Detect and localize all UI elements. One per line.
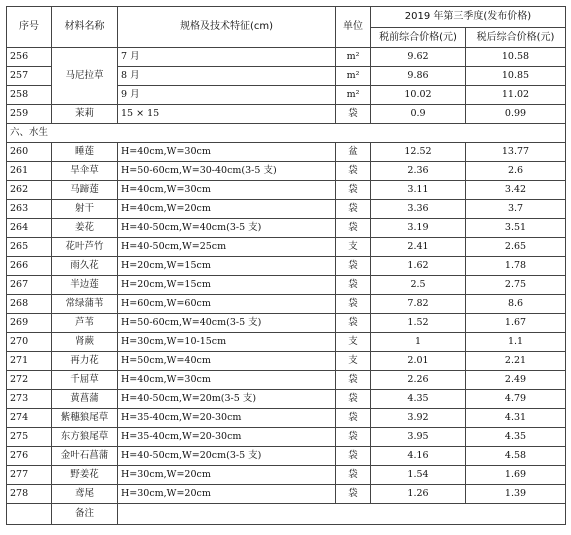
unit-cell: 盆: [336, 143, 371, 162]
spec-cell: 15 × 15: [118, 105, 336, 124]
post-tax-price: 8.6: [466, 295, 566, 314]
material-name: 马蹄莲: [52, 181, 118, 200]
note-blank: [7, 504, 52, 525]
material-name: 黄菖蒲: [52, 390, 118, 409]
material-name: 肾蕨: [52, 333, 118, 352]
pre-tax-price: 1.54: [371, 466, 466, 485]
spec-cell: 8 月: [118, 67, 336, 86]
table-row: [7, 485, 566, 504]
pre-tax-price: 2.36: [371, 162, 466, 181]
row-number: 274: [7, 409, 52, 428]
pre-tax-price: 2.5: [371, 276, 466, 295]
unit-cell: 袋: [336, 428, 371, 447]
post-tax-price: 2.75: [466, 276, 566, 295]
material-name: 再力花: [52, 352, 118, 371]
unit-cell: 袋: [336, 314, 371, 333]
material-name: 常绿蒲苇: [52, 295, 118, 314]
row-number: 264: [7, 219, 52, 238]
unit-cell: 支: [336, 238, 371, 257]
material-name: 金叶石菖蒲: [52, 447, 118, 466]
table-row: [7, 390, 566, 409]
post-tax-price: 1.1: [466, 333, 566, 352]
material-name: 千屈草: [52, 371, 118, 390]
post-tax-price: 1.78: [466, 257, 566, 276]
spec-cell: H=40cm,W=30cm: [118, 181, 336, 200]
unit-cell: 袋: [336, 485, 371, 504]
pre-tax-price: 2.26: [371, 371, 466, 390]
spec-cell: H=20cm,W=15cm: [118, 257, 336, 276]
material-name: 雨久花: [52, 257, 118, 276]
unit-cell: 袋: [336, 105, 371, 124]
pre-tax-price: 1: [371, 333, 466, 352]
post-tax-price: 13.77: [466, 143, 566, 162]
pre-tax-price: 9.62: [371, 48, 466, 67]
post-tax-price: 1.67: [466, 314, 566, 333]
pre-tax-price: 3.19: [371, 219, 466, 238]
table-row: [7, 238, 566, 257]
pre-tax-price: 3.92: [371, 409, 466, 428]
post-tax-price: 3.51: [466, 219, 566, 238]
section-title: 六、水生: [7, 124, 566, 143]
table-row: [7, 276, 566, 295]
material-name: 半边莲: [52, 276, 118, 295]
unit-cell: 袋: [336, 257, 371, 276]
spec-cell: H=40-50cm,W=25cm: [118, 238, 336, 257]
unit-cell: 袋: [336, 371, 371, 390]
row-number: 257: [7, 67, 52, 86]
note-row: [7, 504, 566, 525]
unit-cell: 袋: [336, 409, 371, 428]
post-tax-price: 3.42: [466, 181, 566, 200]
spec-cell: H=20cm,W=15cm: [118, 276, 336, 295]
spec-cell: 7 月: [118, 48, 336, 67]
row-number: 267: [7, 276, 52, 295]
material-name: 射干: [52, 200, 118, 219]
header-unit: 单位: [336, 7, 371, 48]
pre-tax-price: 7.82: [371, 295, 466, 314]
spec-cell: H=40-50cm,W=20m(3-5 支): [118, 390, 336, 409]
table-row: [7, 447, 566, 466]
post-tax-price: 2.49: [466, 371, 566, 390]
unit-cell: m²: [336, 86, 371, 105]
row-number: 265: [7, 238, 52, 257]
unit-cell: 支: [336, 333, 371, 352]
unit-cell: 支: [336, 352, 371, 371]
spec-cell: H=40cm,W=30cm: [118, 143, 336, 162]
table-row: [7, 219, 566, 238]
post-tax-price: 4.79: [466, 390, 566, 409]
material-name: 姜花: [52, 219, 118, 238]
post-tax-price: 0.99: [466, 105, 566, 124]
pre-tax-price: 4.35: [371, 390, 466, 409]
spec-cell: H=40cm,W=30cm: [118, 371, 336, 390]
row-number: 278: [7, 485, 52, 504]
table-row: [7, 466, 566, 485]
table-row: [7, 48, 566, 67]
price-table: [6, 6, 566, 525]
table-row: [7, 143, 566, 162]
row-number: 269: [7, 314, 52, 333]
pre-tax-price: 9.86: [371, 67, 466, 86]
pre-tax-price: 3.36: [371, 200, 466, 219]
spec-cell: H=30cm,W=10-15cm: [118, 333, 336, 352]
pre-tax-price: 3.95: [371, 428, 466, 447]
pre-tax-price: 3.11: [371, 181, 466, 200]
row-number: 276: [7, 447, 52, 466]
spec-cell: H=50-60cm,W=40cm(3-5 支): [118, 314, 336, 333]
unit-cell: 袋: [336, 447, 371, 466]
post-tax-price: 4.31: [466, 409, 566, 428]
table-row: [7, 200, 566, 219]
unit-cell: 袋: [336, 295, 371, 314]
table-row: [7, 295, 566, 314]
spec-cell: H=40-50cm,W=20cm(3-5 支): [118, 447, 336, 466]
row-number: 266: [7, 257, 52, 276]
row-number: 272: [7, 371, 52, 390]
material-name: 东方狼尾草: [52, 428, 118, 447]
spec-cell: 9 月: [118, 86, 336, 105]
table-row: [7, 162, 566, 181]
post-tax-price: 10.85: [466, 67, 566, 86]
spec-cell: H=35-40cm,W=20-30cm: [118, 409, 336, 428]
note-label: 备注: [52, 504, 118, 525]
unit-cell: 袋: [336, 181, 371, 200]
row-number: 270: [7, 333, 52, 352]
spec-cell: H=40cm,W=20cm: [118, 200, 336, 219]
pre-tax-price: 1.52: [371, 314, 466, 333]
row-number: 277: [7, 466, 52, 485]
post-tax-price: 11.02: [466, 86, 566, 105]
pre-tax-price: 2.01: [371, 352, 466, 371]
table-row: [7, 314, 566, 333]
row-number: 259: [7, 105, 52, 124]
material-name: 马尼拉草: [52, 48, 118, 105]
post-tax-price: 1.69: [466, 466, 566, 485]
post-tax-price: 1.39: [466, 485, 566, 504]
pre-tax-price: 10.02: [371, 86, 466, 105]
spec-cell: H=40-50cm,W=40cm(3-5 支): [118, 219, 336, 238]
unit-cell: m²: [336, 48, 371, 67]
table-row: [7, 105, 566, 124]
spec-cell: H=30cm,W=20cm: [118, 485, 336, 504]
pre-tax-price: 2.41: [371, 238, 466, 257]
price-table-container: [6, 6, 566, 525]
pre-tax-price: 1.26: [371, 485, 466, 504]
row-number: 261: [7, 162, 52, 181]
note-content: [118, 504, 566, 525]
post-tax-price: 4.35: [466, 428, 566, 447]
material-name: 茉莉: [52, 105, 118, 124]
table-row: [7, 352, 566, 371]
unit-cell: 袋: [336, 162, 371, 181]
unit-cell: 袋: [336, 390, 371, 409]
spec-cell: H=60cm,W=60cm: [118, 295, 336, 314]
spec-cell: H=35-40cm,W=20-30cm: [118, 428, 336, 447]
unit-cell: 袋: [336, 276, 371, 295]
material-name: 野姜花: [52, 466, 118, 485]
header-post-tax: 税后综合价格(元): [466, 28, 566, 48]
row-number: 260: [7, 143, 52, 162]
spec-cell: H=50-60cm,W=30-40cm(3-5 支): [118, 162, 336, 181]
pre-tax-price: 1.62: [371, 257, 466, 276]
row-number: 271: [7, 352, 52, 371]
row-number: 273: [7, 390, 52, 409]
material-name: 芦苇: [52, 314, 118, 333]
row-number: 268: [7, 295, 52, 314]
post-tax-price: 3.7: [466, 200, 566, 219]
unit-cell: 袋: [336, 466, 371, 485]
unit-cell: 袋: [336, 200, 371, 219]
table-row: [7, 371, 566, 390]
table-row: [7, 257, 566, 276]
material-name: 花叶芦竹: [52, 238, 118, 257]
row-number: 256: [7, 48, 52, 67]
spec-cell: H=30cm,W=20cm: [118, 466, 336, 485]
header-pre-tax: 税前综合价格(元): [371, 28, 466, 48]
header-name: 材料名称: [52, 7, 118, 48]
spec-cell: H=50cm,W=40cm: [118, 352, 336, 371]
unit-cell: m²: [336, 67, 371, 86]
pre-tax-price: 4.16: [371, 447, 466, 466]
table-row: [7, 409, 566, 428]
pre-tax-price: 12.52: [371, 143, 466, 162]
post-tax-price: 4.58: [466, 447, 566, 466]
section-row: [7, 124, 566, 143]
row-number: 275: [7, 428, 52, 447]
material-name: 睡莲: [52, 143, 118, 162]
header-period: 2019 年第三季度(发布价格): [371, 7, 566, 28]
row-number: 262: [7, 181, 52, 200]
post-tax-price: 2.6: [466, 162, 566, 181]
table-row: [7, 428, 566, 447]
material-name: 旱伞草: [52, 162, 118, 181]
material-name: 鸢尾: [52, 485, 118, 504]
table-row: [7, 181, 566, 200]
row-number: 258: [7, 86, 52, 105]
post-tax-price: 2.21: [466, 352, 566, 371]
header-spec: 规格及技术特征(cm): [118, 7, 336, 48]
post-tax-price: 10.58: [466, 48, 566, 67]
header-no: 序号: [7, 7, 52, 48]
unit-cell: 袋: [336, 219, 371, 238]
row-number: 263: [7, 200, 52, 219]
material-name: 紫穗狼尾草: [52, 409, 118, 428]
pre-tax-price: 0.9: [371, 105, 466, 124]
post-tax-price: 2.65: [466, 238, 566, 257]
table-row: [7, 333, 566, 352]
header-row-top: [7, 7, 566, 28]
